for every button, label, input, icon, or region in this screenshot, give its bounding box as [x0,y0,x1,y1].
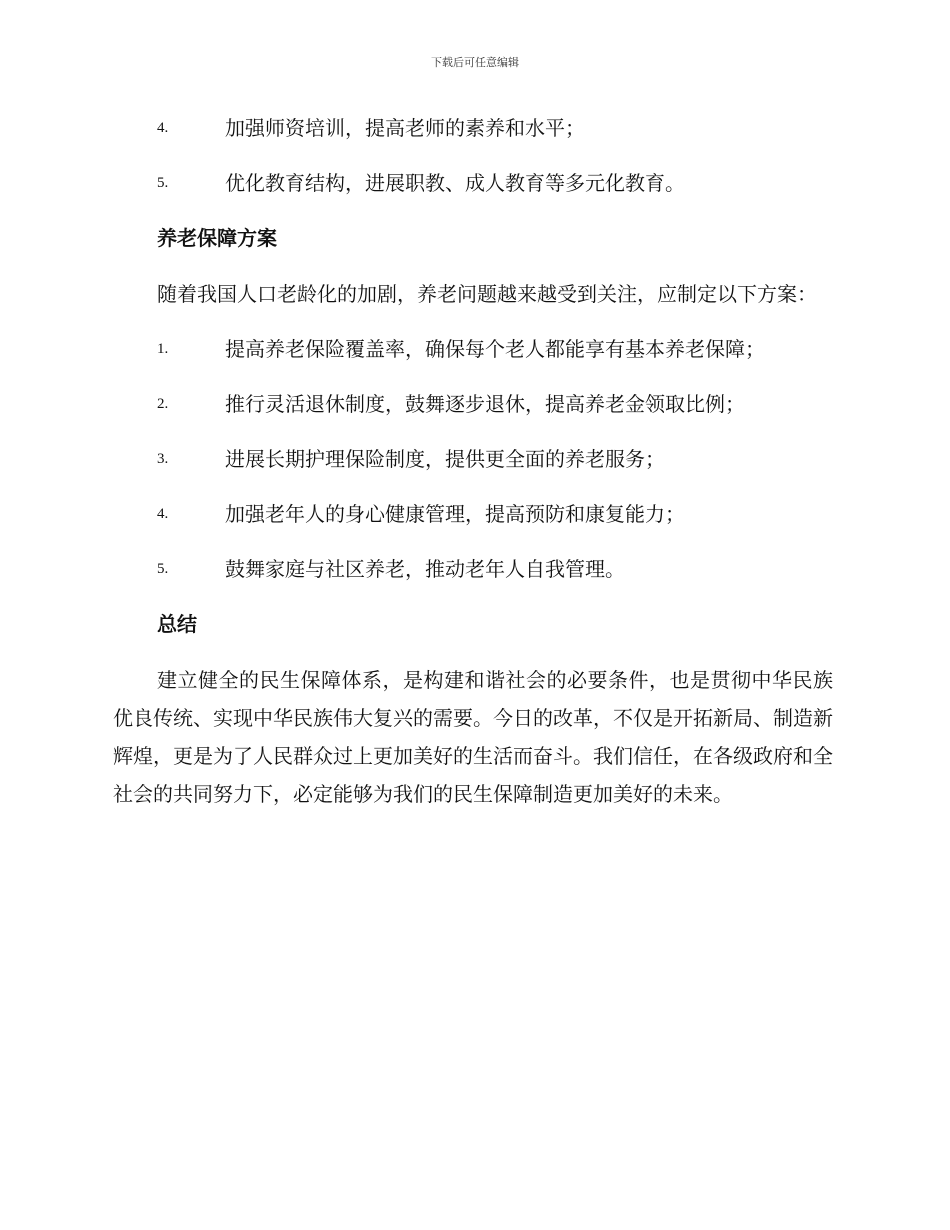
list-item-number: 3. [157,451,169,467]
section-heading-summary: 总结 [157,612,197,636]
list-item [113,165,833,220]
list-item [113,110,833,165]
list-item-text: 加强老年人的身心健康管理，提高预防和康复能力； [225,502,685,526]
list-item-text: 加强师资培训，提高老师的素养和水平； [225,116,585,140]
pension-list [113,331,833,606]
pension-intro-paragraph: 随着我国人口老龄化的加剧，养老问题越来越受到关注，应制定以下方案： [157,282,817,306]
document-body [113,110,833,813]
list-item [113,386,833,441]
list-item-text: 鼓舞家庭与社区养老，推动老年人自我管理。 [225,557,625,581]
list-item-number: 5. [157,175,169,191]
list-item-number: 1. [157,341,169,357]
section-heading-pension: 养老保障方案 [157,226,277,250]
list-item [113,331,833,386]
list-item-text: 提高养老保险覆盖率，确保每个老人都能享有基本养老保障； [225,337,765,361]
list-item-text: 推行灵活退休制度，鼓舞逐步退休，提高养老金领取比例； [225,392,745,416]
list-item-text: 优化教育结构，进展职教、成人教育等多元化教育。 [225,171,685,195]
list-item [113,551,833,606]
page-header: 下载后可任意编辑 [431,56,519,69]
list-item-number: 2. [157,396,169,412]
education-list-continued [113,110,833,220]
list-item-number: 5. [157,561,169,577]
list-item [113,441,833,496]
summary-paragraph: 建立健全的民生保障体系，是构建和谐社会的必要条件，也是贯彻中华民族优良传统、实现中华民族伟大复兴的需要。今日的改革，不仅是开拓新局、制造新辉煌，更是为了人民群众过上更加美好的生活而奋斗。我们信任，在各级政府和全社会的共同努力下，必定能够为我们的民生保障制造更加美好的未来。 [113,668,833,806]
list-item-number: 4. [157,120,169,136]
list-item [113,496,833,551]
list-item-text: 进展长期护理保险制度，提供更全面的养老服务； [225,447,665,471]
list-item-number: 4. [157,506,169,522]
